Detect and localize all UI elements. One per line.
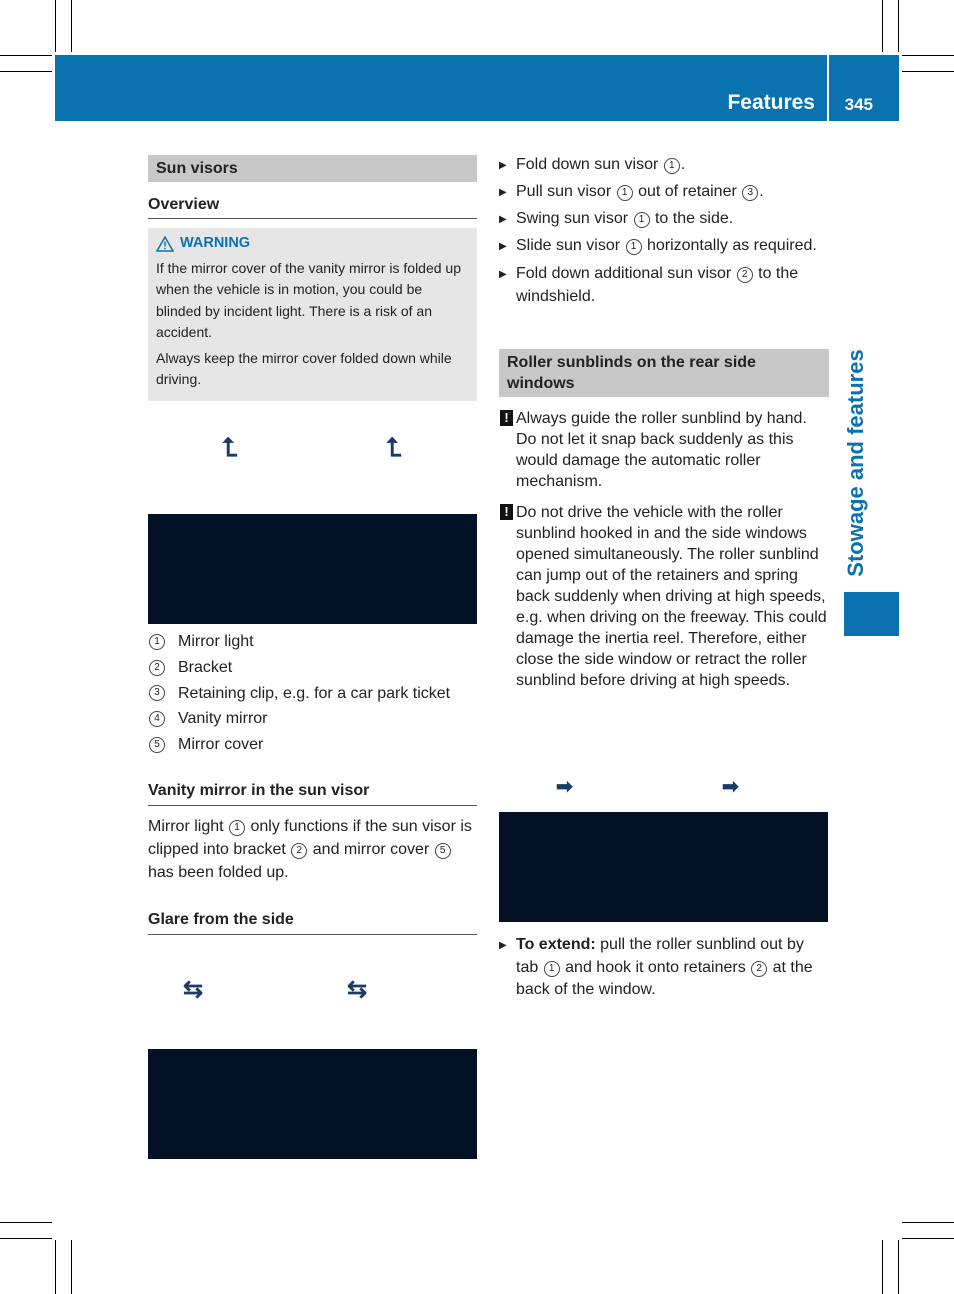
crop-mark (902, 1238, 954, 1239)
callout-number: 2 (291, 843, 307, 859)
callout-number: 1 (617, 185, 633, 201)
callout-number: 1 (634, 212, 650, 228)
roller-section-title: Roller sunblinds on the rear side windows (499, 349, 829, 397)
callout-number: 1 (626, 239, 642, 255)
text-run: to the side. (654, 210, 734, 227)
text-run: . (759, 183, 764, 200)
crop-mark (882, 0, 883, 52)
text-run: Fold down sun visor (516, 156, 659, 173)
callout-number: 2 (737, 267, 753, 283)
callout-number: 3 (742, 185, 758, 201)
legend-item (148, 629, 477, 655)
legend-label: Mirror light (178, 633, 254, 651)
left-column (148, 155, 477, 401)
text-run: at the back of the window. (516, 958, 813, 998)
vanity-heading: Vanity mirror in the sun visor (148, 779, 477, 806)
step-item (499, 934, 829, 1002)
legend-item (148, 655, 477, 681)
warning-label: WARNING (180, 235, 251, 251)
crop-mark (0, 71, 52, 72)
crop-mark (898, 1240, 899, 1294)
crop-mark (55, 1240, 56, 1294)
legend-item (148, 680, 477, 706)
crop-mark (0, 1222, 52, 1223)
section-title: Sun visors (148, 155, 477, 182)
right-arrow-icon: ➡ (556, 776, 573, 798)
text-run: and hook it onto retainers (565, 958, 746, 976)
text-run: Mirror light (148, 818, 224, 835)
text-run: to the windshield. (516, 265, 799, 305)
exclamation-icon: ! (500, 504, 513, 520)
overview-heading: Overview (148, 194, 477, 219)
text-run: Slide sun visor (516, 237, 621, 254)
warning-text: Always keep the mirror cover folded down while driving. (156, 349, 452, 387)
legend-label: Vanity mirror (178, 710, 268, 728)
curved-arrow-icon: ⮤ (386, 432, 402, 462)
step-item (499, 181, 829, 202)
step-item (499, 208, 829, 229)
callout-number: 3 (149, 685, 165, 701)
text-run: horizontally as required. (646, 237, 817, 254)
glare-steps (499, 154, 829, 314)
text-run: Pull sun visor (516, 183, 612, 200)
vanity-section (148, 779, 477, 935)
caution-note (499, 408, 829, 492)
callout-number: 1 (149, 634, 165, 650)
warning-header (156, 233, 469, 255)
side-tab-label: Stowage and features (843, 348, 868, 577)
callout-number: 1 (544, 961, 560, 977)
side-tab-marker (844, 592, 899, 636)
callout-number: 4 (149, 711, 165, 727)
text-run: out of retainer (638, 183, 737, 200)
text-run: . (680, 156, 686, 173)
warning-text: If the mirror cover of the vanity mirror is folded up when the vehicle is in motion, you could be blinded by incident light. There is a risk of an accident. (156, 259, 461, 340)
swing-arrow-icon: ⇆ (183, 976, 204, 1003)
crop-mark (71, 0, 72, 52)
step-item (499, 154, 829, 175)
exclamation-icon: ! (500, 410, 513, 426)
crop-mark (902, 55, 954, 56)
curved-arrow-icon: ⮤ (222, 432, 238, 462)
step-item (499, 262, 829, 308)
crop-mark (55, 0, 56, 52)
callout-number: 1 (664, 158, 680, 174)
swing-arrow-icon: ⇆ (347, 976, 368, 1003)
roller-sunblind-illustration (499, 812, 828, 922)
right-arrow-icon: ➡ (722, 776, 739, 798)
glare-illustration (148, 1049, 477, 1159)
warning-box (148, 228, 477, 401)
legend-label: Bracket (178, 659, 233, 677)
glare-heading: Glare from the side (148, 908, 477, 935)
crop-mark (902, 1222, 954, 1223)
callout-number: 2 (751, 961, 767, 977)
warning-icon (156, 236, 174, 252)
text-run: has been folded up. (148, 864, 289, 881)
callout-number: 5 (435, 843, 451, 859)
sun-visor-illustration (148, 514, 477, 624)
step-label: To extend: (516, 936, 596, 953)
callout-number: 1 (229, 820, 245, 836)
crop-mark (882, 1240, 883, 1294)
callout-number: 5 (149, 737, 165, 753)
vanity-text (148, 815, 477, 884)
page-header (55, 55, 899, 121)
legend-item (148, 732, 477, 758)
crop-mark (902, 71, 954, 72)
crop-mark (0, 1238, 52, 1239)
side-tab (838, 340, 874, 585)
legend-label: Retaining clip, e.g. for a car park ticket (178, 684, 451, 702)
text-run: pull the roller sunblind out by tab (516, 936, 804, 976)
note-text: Always guide the roller sunblind by hand. Do not let it snap back suddenly as this would damage the automatic roller mechanism. (516, 410, 807, 490)
text-run: Swing sun visor (516, 210, 629, 227)
text-run: only functions if the sun visor is clipped into bracket (148, 818, 472, 858)
header-title: Features (727, 91, 815, 114)
step-item (499, 235, 829, 256)
crop-mark (71, 1240, 72, 1294)
header-divider (827, 55, 829, 121)
crop-mark (0, 55, 52, 56)
note-text: Do not drive the vehicle with the roller sunblind hooked in and the side windows opened simultaneously. The roller sunblind can jump out of the retainers and spring back suddenly when driving at high speeds, e.g. when driving on the freeway. This could damage the inertia reel. Therefore, either close the side window or retract the roller sunblind before driving at high speeds. (516, 504, 827, 689)
text-run: and mirror cover (312, 841, 430, 858)
roller-section (499, 349, 829, 701)
caution-note (499, 502, 829, 691)
callout-number: 2 (149, 660, 165, 676)
overview-legend (148, 629, 477, 757)
legend-item (148, 706, 477, 732)
extend-step (499, 934, 829, 1008)
legend-label: Mirror cover (178, 736, 264, 754)
page-number: 345 (844, 95, 873, 114)
text-run: Fold down additional sun visor (516, 265, 732, 282)
crop-mark (898, 0, 899, 52)
